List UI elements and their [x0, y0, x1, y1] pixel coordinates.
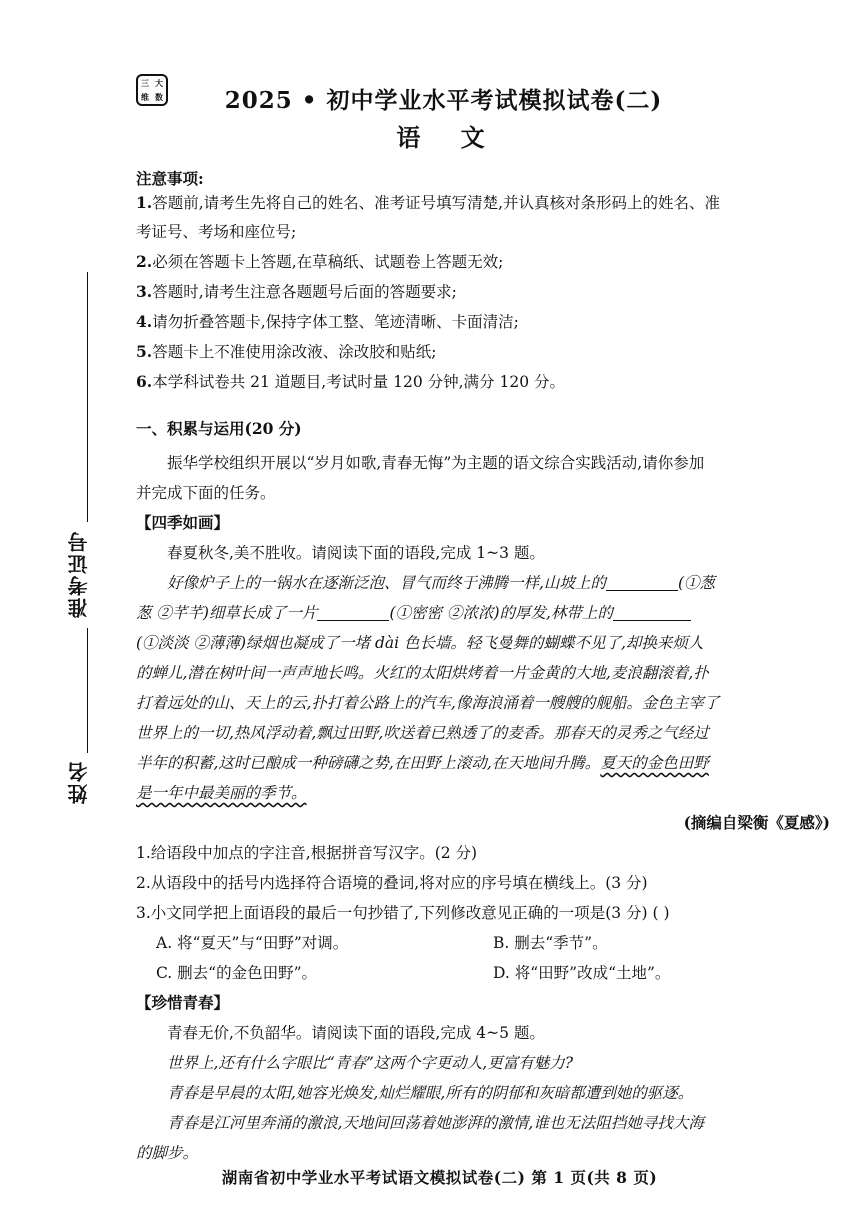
note-text: 必须在答题卡上答题,在草稿纸、试题卷上答题无效; [152, 253, 504, 271]
passage-text: 好像炉子上的一锅水在逐渐泛泡、冒气而终于沸腾一样,山坡上的 [167, 574, 606, 592]
source-citation: (摘编自梁衡《夏感》) [683, 813, 830, 832]
wavy-underlined-text: 夏天的金色田野 [600, 754, 709, 772]
passage-line: 青春是早晨的太阳,她容光焕发,灿烂耀眼,所有的阴郁和灰暗都遭到她的驱逐。 [167, 1084, 694, 1102]
option-b[interactable]: B. 删去“季节”。 [493, 934, 608, 952]
note-number: 1. [136, 193, 153, 212]
passage-line [136, 748, 830, 778]
exam-title: 2025 • 初中学业水平考试模拟试卷(二) [224, 87, 663, 114]
block-intro: 春夏秋冬,美不胜收。请阅读下面的语段,完成 1~3 题。 [167, 544, 545, 562]
answer-blank[interactable] [317, 602, 389, 621]
section-one [136, 414, 830, 1168]
passage-line: 世界上,还有什么字眼比“青春”这两个字更动人,更富有魅力? [167, 1054, 574, 1072]
id-number-blank-line [87, 628, 88, 753]
notes-heading: 注意事项: [136, 169, 204, 188]
section-heading: 一、积累与运用(20 分) [136, 419, 302, 438]
logo-char: 大 [155, 78, 163, 88]
block-title: 【珍惜青春】 [136, 993, 230, 1012]
passage-line: 的脚步。 [136, 1144, 199, 1162]
passage-line: 的蝉儿,潜在树叶间一声声地长鸣。火红的太阳烘烤着一片金黄的大地,麦浪翻滚着,扑 [136, 664, 709, 682]
answer-blank[interactable] [613, 602, 691, 621]
passage-text: (①密密 ②浓浓)的厚发,林带上的 [389, 604, 613, 622]
note-item-continued: 考证号、考场和座位号; [136, 223, 297, 241]
passage-line: 青春是江河里奔涌的激浪,天地间回荡着她澎湃的激情,谁也无法阻挡她寻找大海 [167, 1114, 704, 1132]
passage-text: 葱 ②芊芊)细草长成了一片 [136, 604, 318, 622]
passage-line [136, 598, 830, 628]
passage-line: (①淡淡 ②薄薄)绿烟也凝成了一堵 dài 色长墙。轻飞曼舞的蝴蝶不见了,却换来烦人 [136, 634, 704, 652]
note-text: 答题前,请考生先将自己的姓名、准考证号填写清楚,并认真核对条形码上的姓名、准 [152, 194, 721, 212]
page-footer: 湖南省初中学业水平考试语文模拟试卷(二) 第 1 页(共 8 页) [221, 1168, 658, 1187]
logo-char: 数 [155, 92, 163, 102]
logo-char: 维 [141, 92, 149, 102]
note-item [136, 277, 830, 307]
passage-line [136, 778, 830, 808]
intro-line: 振华学校组织开展以“岁月如歌,青春无悔”为主题的语文综合实践活动,请你参加 [167, 454, 705, 472]
answer-blank[interactable] [606, 572, 678, 591]
notes-list [136, 188, 830, 397]
option-a[interactable]: A. 将“夏天”与“田野”对调。 [156, 934, 349, 952]
option-c[interactable]: C. 删去“的金色田野”。 [156, 964, 318, 982]
note-text: 本学科试卷共 21 道题目,考试时量 120 分钟,满分 120 分。 [152, 373, 565, 391]
note-number: 5. [136, 342, 153, 361]
note-text: 答题卡上不准使用涂改液、涂改胶和贴纸; [152, 343, 437, 361]
note-item [136, 337, 830, 367]
passage-text: (①葱 [677, 574, 715, 592]
question-2: 2.从语段中的括号内选择符合语境的叠词,将对应的序号填在横线上。(3 分) [136, 874, 648, 892]
passage-text: 半年的积蓄,这时已酿成一种磅礴之势,在田野上滚动,在天地间升腾。 [136, 754, 601, 772]
logo-char: 三 [141, 78, 149, 88]
question-3: 3.小文同学把上面语段的最后一句抄错了,下列修改意见正确的一项是(3 分) ( ) [136, 904, 670, 922]
note-number: 2. [136, 252, 153, 271]
passage-line: 打着远处的山、天上的云,扑打着公路上的汽车,像海浪涌着一艘艘的舰船。金色主宰了 [136, 694, 720, 712]
passage-line: 世界上的一切,热风浮动着,飘过田野,吹送着已熟透了的麦香。那春天的灵秀之气经过 [136, 724, 709, 742]
note-item [136, 307, 830, 337]
intro-line: 并完成下面的任务。 [136, 484, 276, 502]
note-number: 6. [136, 372, 153, 391]
note-item [136, 367, 830, 397]
binding-line [87, 272, 88, 522]
note-text: 请勿折叠答题卡,保持字体工整、笔迹清晰、卡面清洁; [152, 313, 519, 331]
wavy-underlined-text: 是一年中最美丽的季节。 [136, 784, 307, 802]
block-title: 【四季如画】 [136, 513, 230, 532]
note-text: 答题时,请考生注意各题题号后面的答题要求; [152, 283, 457, 301]
subject-title: 语 文 [396, 123, 501, 152]
note-item [136, 188, 830, 218]
id-number-label: 准考证号 [67, 530, 91, 618]
note-item [136, 247, 830, 277]
note-number: 3. [136, 282, 153, 301]
question-3-options [136, 928, 830, 988]
question-1: 1.给语段中加点的字注音,根据拼音写汉字。(2 分) [136, 844, 478, 862]
option-d[interactable]: D. 将“田野”改成“土地”。 [493, 964, 671, 982]
passage-line [136, 568, 830, 598]
note-number: 4. [136, 312, 153, 331]
name-label: 姓名 [67, 760, 91, 804]
block-intro: 青春无价,不负韶华。请阅读下面的语段,完成 4~5 题。 [167, 1024, 545, 1042]
